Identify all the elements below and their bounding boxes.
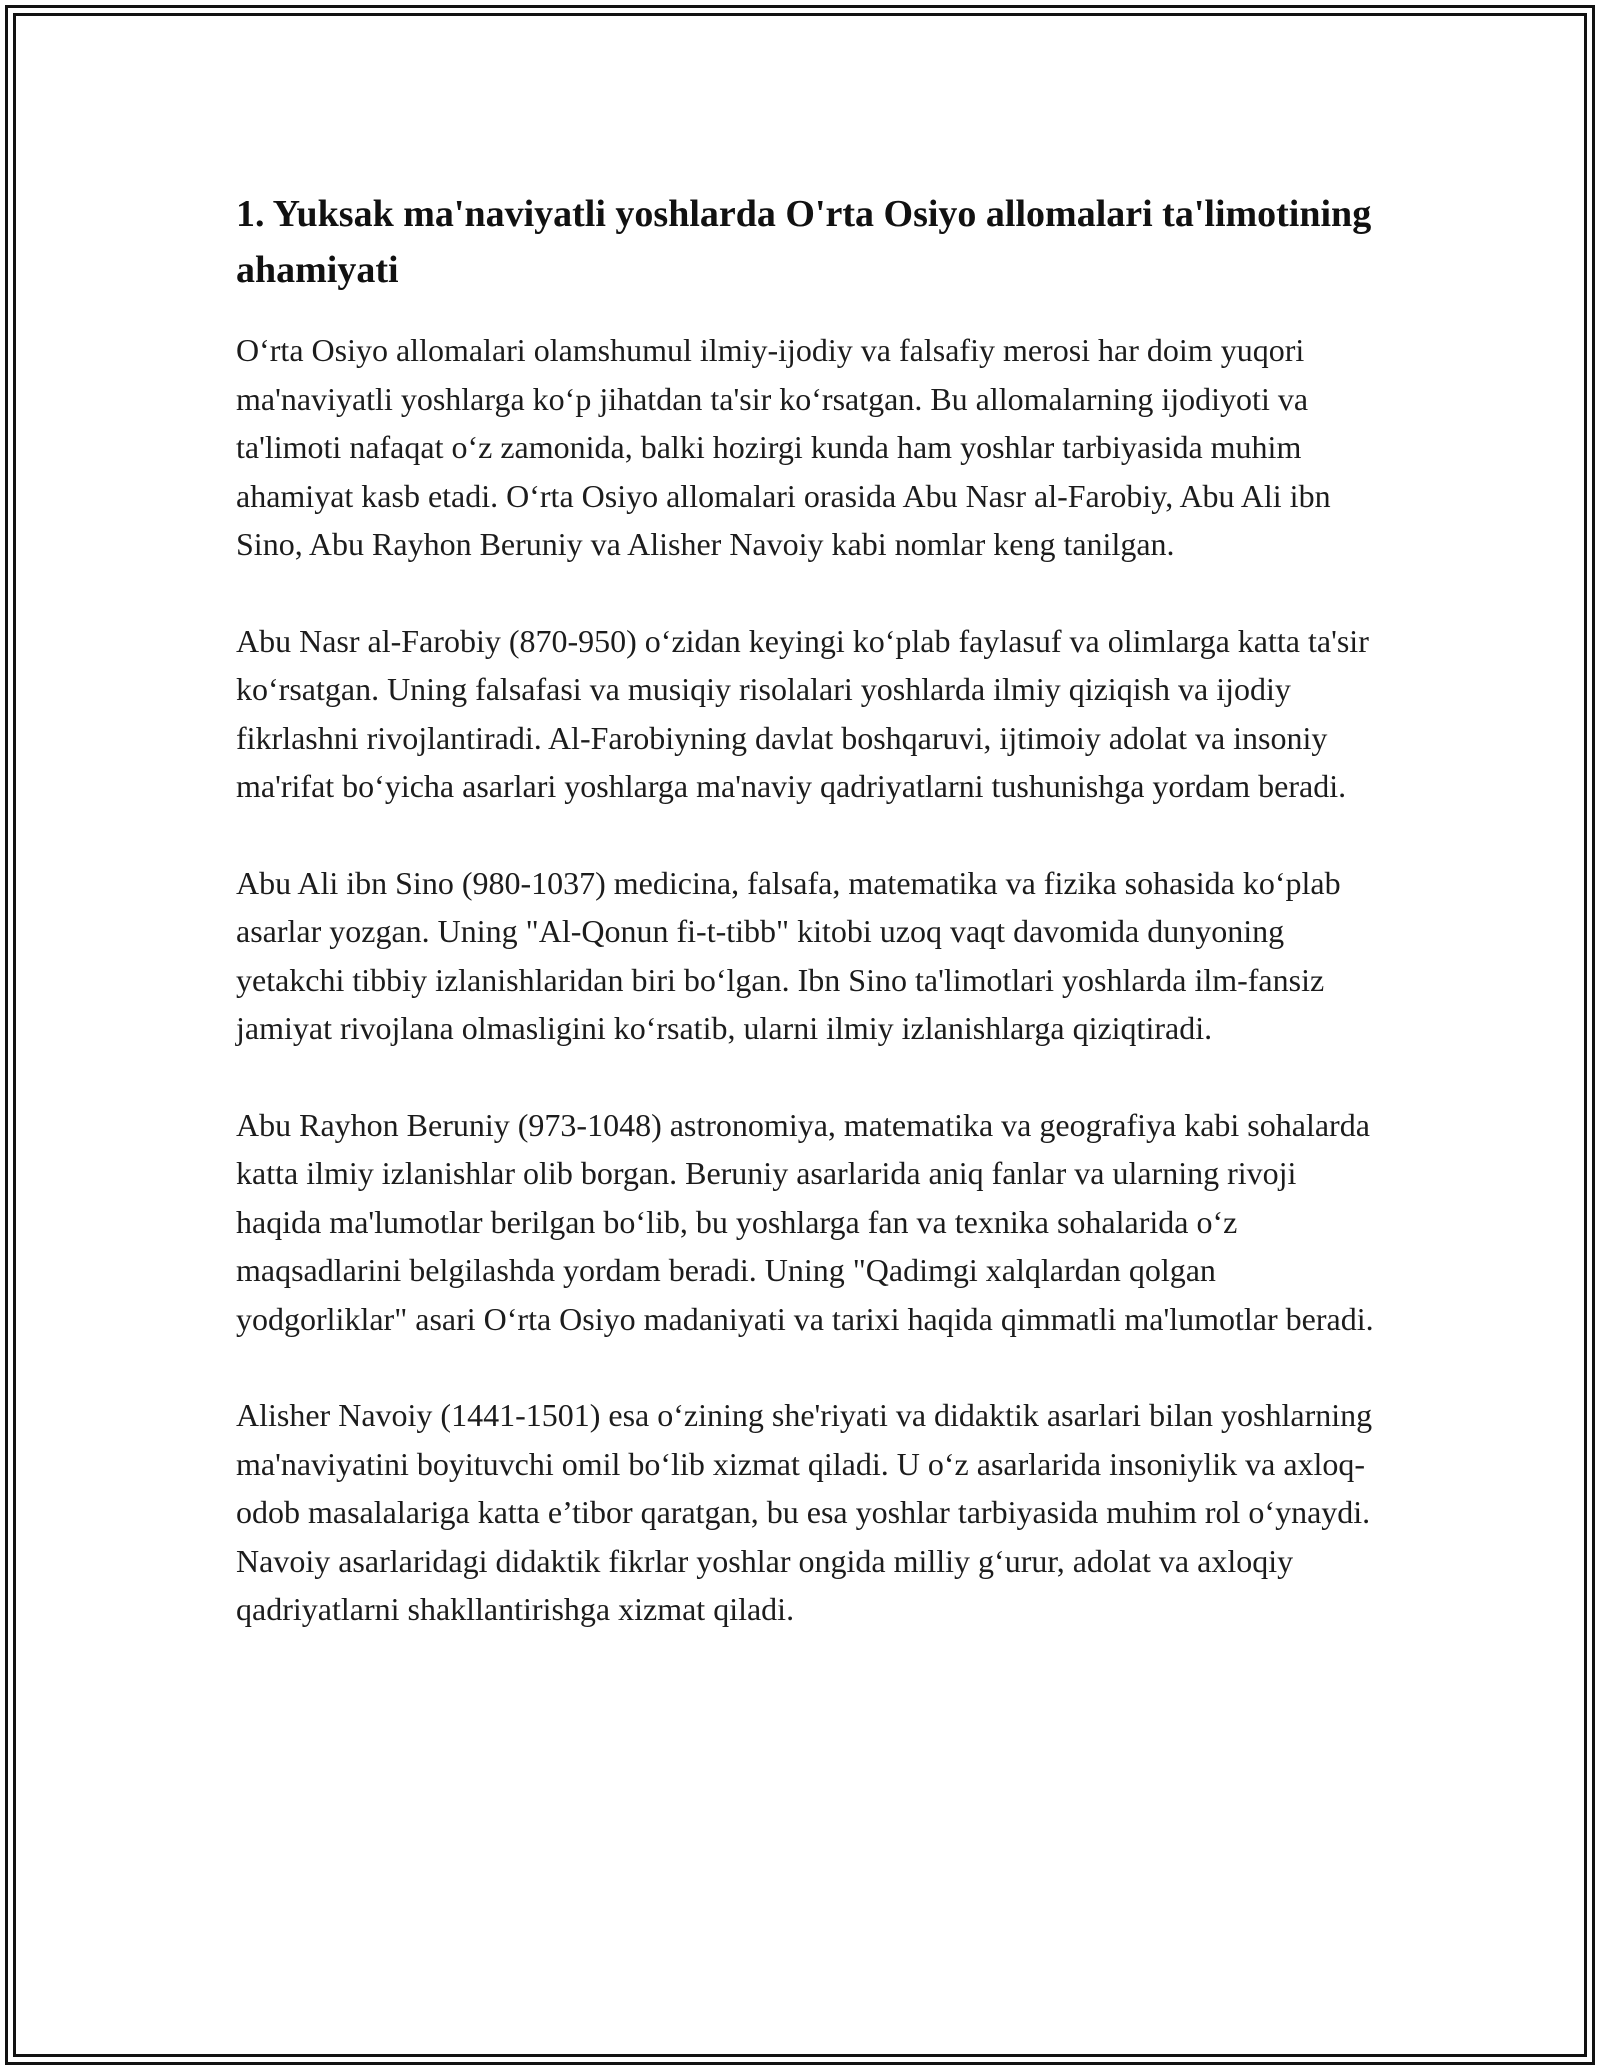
paragraph-farobiy: Abu Nasr al-Farobiy (870-950) o‘zidan keyingi ko‘plab faylasuf va olimlarga katta ta'sir ko‘rsatgan. Uning falsafasi va musiqiy risolalari yoshlarda ilmiy qiziqish va ijodiy fikrlashni rivojlantiradi. Al-Farobiyning davlat boshqaruvi, ijtimoiy adolat va insoniy ma'rifat bo‘yicha asarlari yoshlarga ma'naviy qadriyatlarni tushunishga yordam beradi.	[236, 622, 1369, 804]
document-body	[236, 186, 1376, 1682]
paragraph-intro: O‘rta Osiyo allomalari olamshumul ilmiy-ijodiy va falsafiy merosi har doim yuqori ma'naviyatli yoshlarga ko‘p jihatdan ta'sir ko‘rsatgan. Bu allomalarning ijodiyoti va ta'limoti nafaqat o‘z zamonida, balki hozirgi kunda ham yoshlar tarbiyasida muhim ahamiyat kasb etadi. O‘rta Osiyo allomalari orasida Abu Nasr al-Farobiy, Abu Ali ibn Sino, Abu Rayhon Beruniy va Alisher Navoiy kabi nomlar keng tanilgan.	[236, 332, 1331, 562]
paragraph-beruniy: Abu Rayhon Beruniy (973-1048) astronomiya, matematika va geografiya kabi sohalarda katta ilmiy izlanishlar olib borgan. Beruniy asarlarida aniq fanlar va ularning rivoji haqida ma'lumotlar berilgan bo‘lib, bu yoshlarga fan va texnika sohalarida o‘z maqsadlarini belgilashda yordam beradi. Uning "Qadimgi xalqlardan qolgan yodgorliklar" asari O‘rta Osiyo madaniyati va tarixi haqida qimmatli ma'lumotlar beradi.	[236, 1106, 1374, 1337]
paragraph-navoiy: Alisher Navoiy (1441-1501) esa o‘zining she'riyati va didaktik asarlari bilan yoshlarning ma'naviyatini boyituvchi omil bo‘lib xizmat qiladi. U o‘z asarlarida insoniylik va axloq-odob masalalariga katta e’tibor qaratgan, bu esa yoshlar tarbiyasida muhim rol o‘ynaydi. Navoiy asarlaridagi didaktik fikrlar yoshlar ongida milliy g‘urur, adolat va axloqiy qadriyatlarni shakllantirishga xizmat qiladi.	[236, 1397, 1373, 1627]
document-title: 1. Yuksak ma'naviyatli yoshlarda O'rta Osiyo allomalari ta'limotining ahamiyati	[236, 193, 1372, 291]
paragraph-ibn-sino: Abu Ali ibn Sino (980-1037) medicina, falsafa, matematika va fizika sohasida ko‘plab asarlar yozgan. Uning "Al-Qonun fi-t-tibb" kitobi uzoq vaqt davomida dunyoning yetakchi tibbiy izlanishlaridan biri bo‘lgan. Ibn Sino ta'limotlari yoshlarda ilm-fansiz jamiyat rivojlana olmasligini ko‘rsatib, ularni ilmiy izlanishlarga qiziqtiradi.	[236, 864, 1341, 1046]
